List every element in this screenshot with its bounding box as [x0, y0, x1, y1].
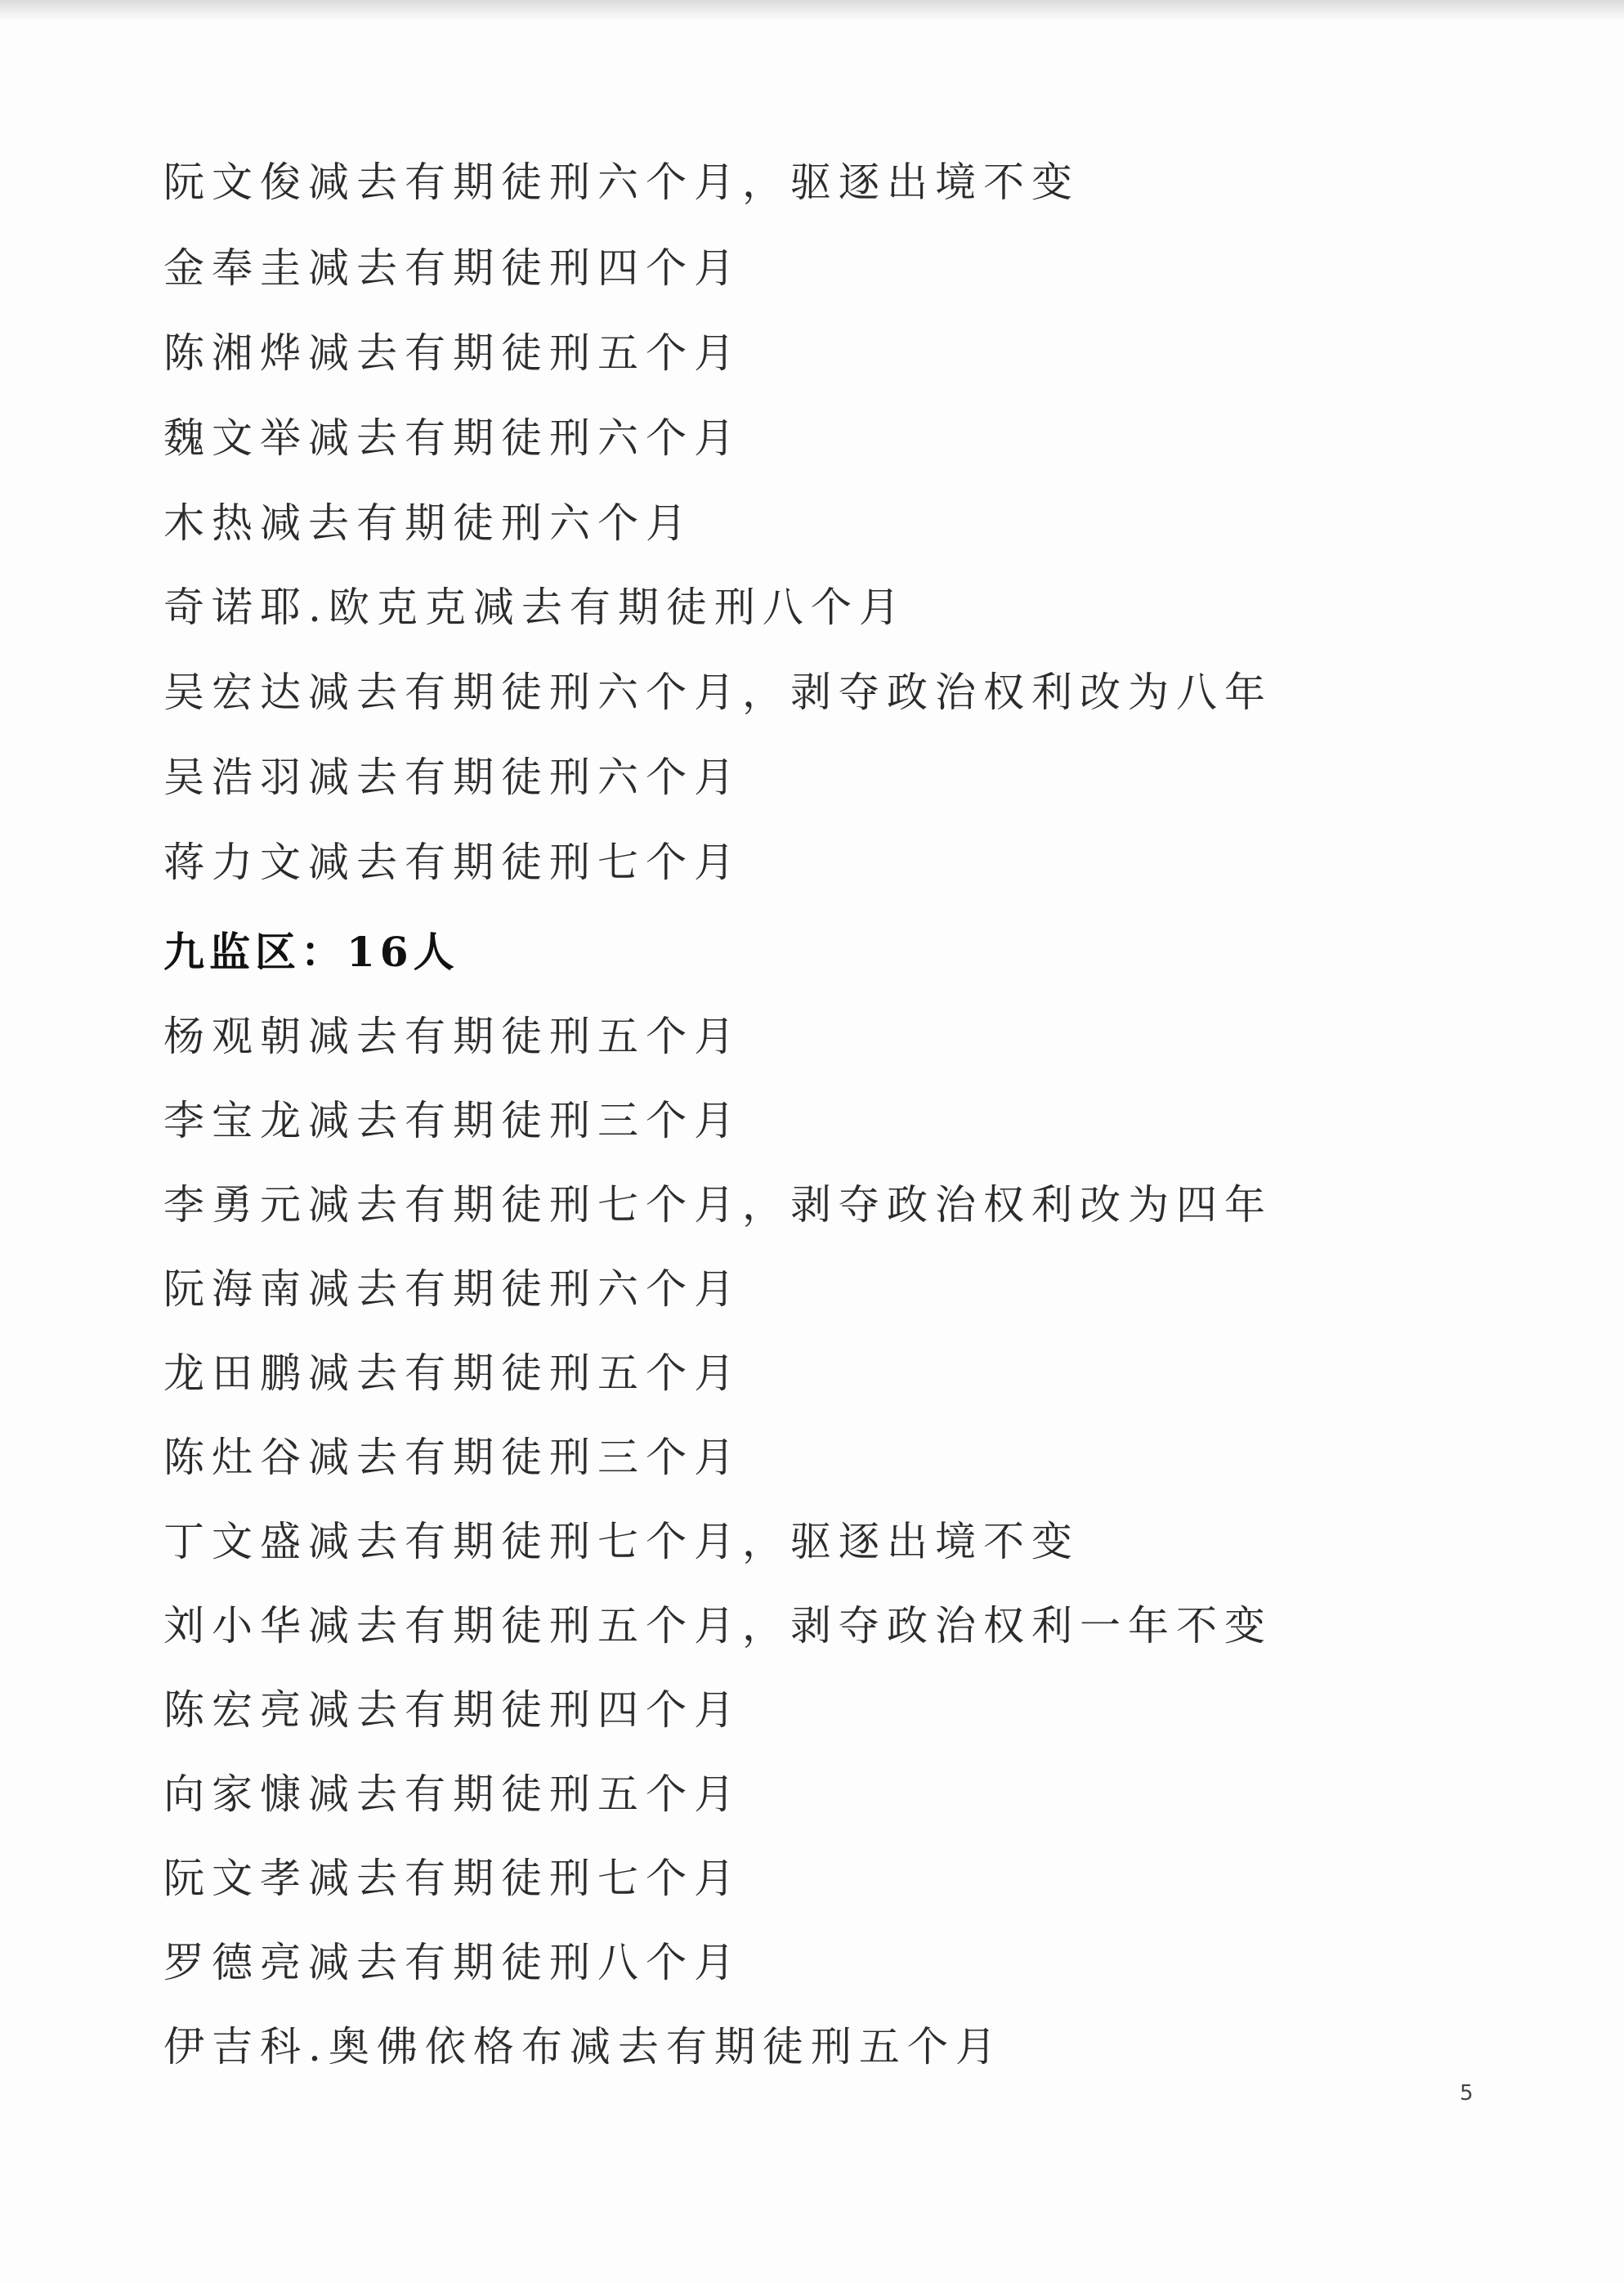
- list-item: 魏文举减去有期徒刑六个月: [163, 414, 742, 462]
- list-item: 蒋力文减去有期徒刑七个月: [163, 839, 742, 886]
- list-item: 金奉圭减去有期徒刑四个月: [163, 244, 742, 292]
- list-item: 龙田鹏减去有期徒刑五个月: [163, 1350, 742, 1397]
- scan-edge-shadow: [0, 0, 1624, 21]
- list-item: 陈宏亮减去有期徒刑四个月: [163, 1686, 742, 1734]
- list-item: 罗德亮减去有期徒刑八个月: [163, 1939, 742, 1986]
- page-number: 5: [1460, 2081, 1474, 2106]
- list-item: 向家慷减去有期徒刑五个月: [163, 1770, 742, 1818]
- list-item: 刘小华减去有期徒刑五个月，剥夺政治权利一年不变: [163, 1602, 1273, 1650]
- list-item: 丁文盛减去有期徒刑七个月，驱逐出境不变: [163, 1518, 1080, 1565]
- list-item: 吴宏达减去有期徒刑六个月，剥夺政治权利改为八年: [163, 669, 1273, 716]
- list-item: 陈灶谷减去有期徒刑三个月: [163, 1434, 742, 1481]
- list-item: 阮文孝减去有期徒刑七个月: [163, 1855, 742, 1902]
- list-item: 伊吉科.奥佛依格布减去有期徒刑五个月: [163, 2023, 1004, 2070]
- list-item: 李勇元减去有期徒刑七个月，剥夺政治权利改为四年: [163, 1181, 1273, 1229]
- list-item: 吴浩羽减去有期徒刑六个月: [163, 754, 742, 801]
- list-item: 李宝龙减去有期徒刑三个月: [163, 1097, 742, 1144]
- list-item: 阮文俊减去有期徒刑六个月，驱逐出境不变: [163, 159, 1080, 206]
- list-item: 阮海南减去有期徒刑六个月: [163, 1265, 742, 1313]
- list-item: 木热减去有期徒刑六个月: [163, 499, 694, 547]
- list-item: 奇诺耶.欧克克减去有期徒刑八个月: [163, 584, 907, 631]
- section-heading: 九监区：16人: [163, 928, 459, 976]
- list-item: 陈湘烨减去有期徒刑五个月: [163, 329, 742, 377]
- list-item: 杨观朝减去有期徒刑五个月: [163, 1013, 742, 1060]
